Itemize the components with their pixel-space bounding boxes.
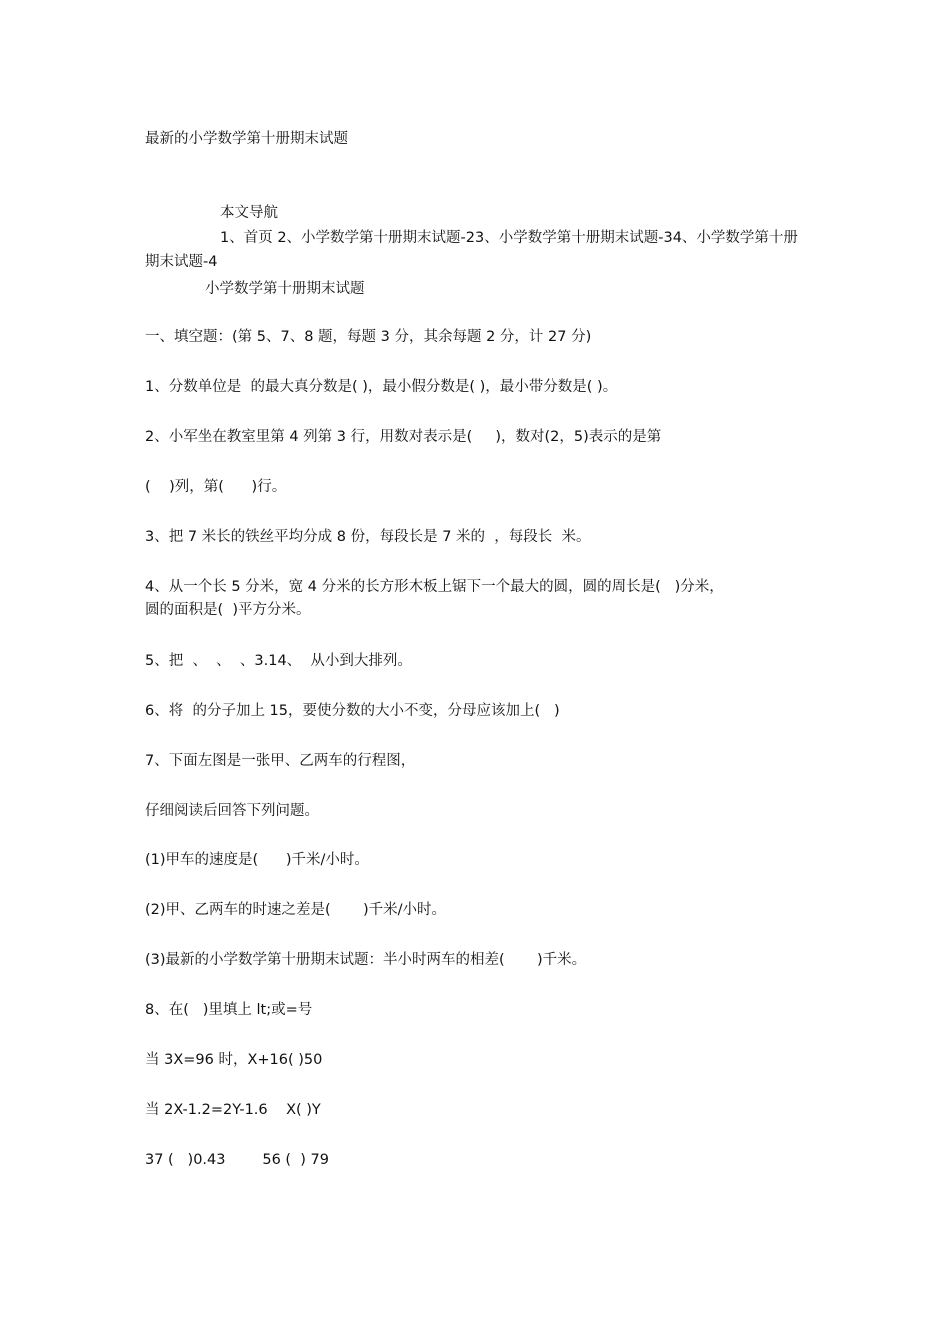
section-header: 一、填空题：(第 5、7、8 题，每题 3 分，其余每题 2 分，计 27 分) xyxy=(145,329,592,345)
nav-links[interactable]: 1、首页 2、小学数学第十册期末试题-23、小学数学第十册期末试题-34、小学数学第十册期末试题-4 xyxy=(145,230,798,270)
question-8-item-2: 当 2X-1.2=2Y-1.6 X( )Y xyxy=(145,1102,321,1118)
question-7: 7、下面左图是一张甲、乙两车的行程图， xyxy=(145,753,416,769)
question-2-line-1: 2、小军坐在教室里第 4 列第 3 行，用数对表示是( )，数对(2，5)表示的是第 xyxy=(145,429,662,445)
subtitle: 小学数学第十册期末试题 xyxy=(205,281,365,297)
nav-heading: 本文导航 xyxy=(220,205,278,221)
question-7-note: 仔细阅读后回答下列问题。 xyxy=(145,803,319,819)
question-7-part-3: (3)最新的小学数学第十册期末试题：半小时两车的相差( )千米。 xyxy=(145,952,587,968)
question-8-item-1: 当 3X=96 时，X+16( )50 xyxy=(145,1052,323,1068)
question-3: 3、把 7 米长的铁丝平均分成 8 份，每段长是 7 米的 ，每段长 米。 xyxy=(145,529,591,545)
document-title: 最新的小学数学第十册期末试题 xyxy=(145,131,348,147)
question-5: 5、把 、 、 、3.14、 从小到大排列。 xyxy=(145,653,412,669)
question-1: 1、分数单位是 的最大真分数是( )，最小假分数是( )，最小带分数是( )。 xyxy=(145,379,618,395)
question-8-item-3: 37 ( )0.43 56 ( ) 79 xyxy=(145,1152,330,1168)
question-4-line-2: 圆的面积是( )平方分米。 xyxy=(145,602,311,618)
question-4-line-1: 4、从一个长 5 分米，宽 4 分米的长方形木板上锯下一个最大的圆，圆的周长是( )分米， xyxy=(145,579,724,595)
question-6: 6、将 的分子加上 15，要使分数的大小不变，分母应该加上( ) xyxy=(145,703,560,719)
question-7-part-2: (2)甲、乙两车的时速之差是( )千米/小时。 xyxy=(145,902,447,918)
question-7-part-1: (1)甲车的速度是( )千米/小时。 xyxy=(145,852,369,868)
question-8: 8、在( )里填上 lt;或=号 xyxy=(145,1002,313,1018)
question-2-line-2: ( )列，第( )行。 xyxy=(145,479,287,495)
